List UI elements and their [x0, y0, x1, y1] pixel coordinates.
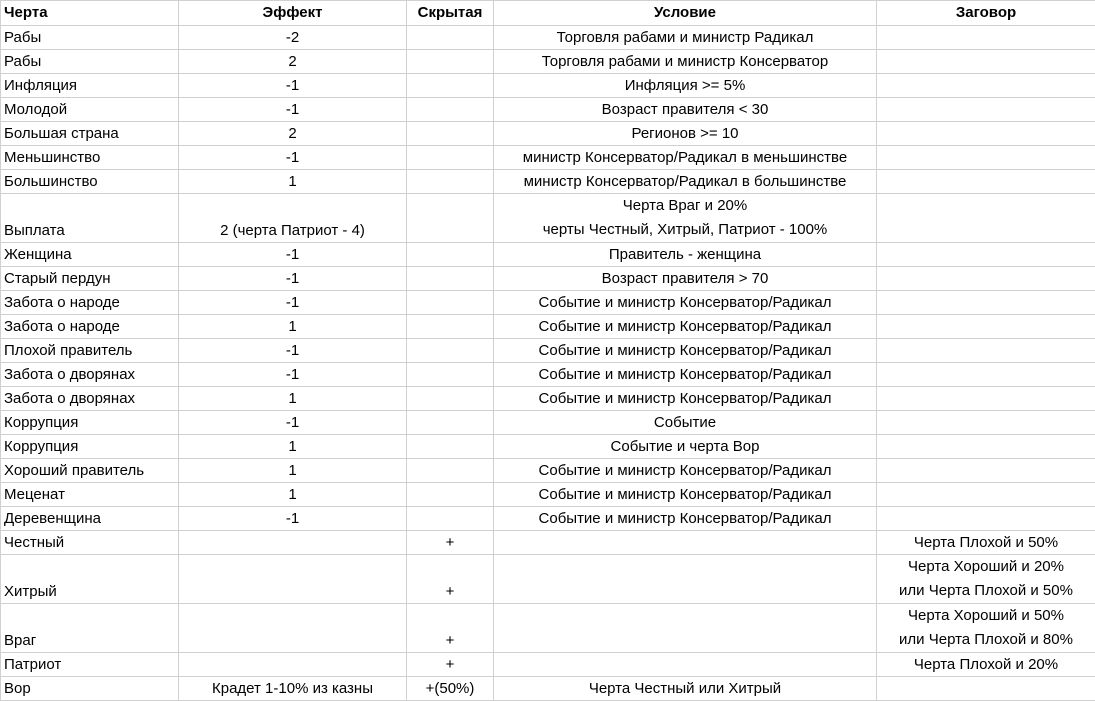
- cell-plot-line: или Черта Плохой и 50%: [880, 579, 1092, 603]
- cell-condition[interactable]: Событие и министр Консерватор/Радикал: [494, 291, 877, 315]
- cell-plot[interactable]: [877, 170, 1095, 194]
- table-row: [1, 483, 1095, 507]
- cell-effect[interactable]: 2: [179, 122, 407, 146]
- cell-plot[interactable]: [877, 26, 1095, 50]
- cell-plot[interactable]: [877, 243, 1095, 267]
- cell-hidden[interactable]: [407, 170, 494, 194]
- cell-plot[interactable]: [877, 387, 1095, 411]
- table-row: [1, 74, 1095, 98]
- table-row: [1, 604, 1095, 653]
- cell-trait[interactable]: Большая страна: [1, 122, 179, 146]
- cell-hidden[interactable]: [407, 411, 494, 435]
- cell-effect[interactable]: [179, 604, 407, 653]
- cell-trait[interactable]: Большинство: [1, 170, 179, 194]
- cell-plot[interactable]: [877, 459, 1095, 483]
- cell-trait[interactable]: Забота о народе: [1, 315, 179, 339]
- cell-hidden[interactable]: [407, 122, 494, 146]
- cell-condition[interactable]: [494, 555, 877, 604]
- cell-effect[interactable]: [179, 555, 407, 604]
- cell-plot[interactable]: [877, 315, 1095, 339]
- cell-condition-line: Черта Враг и 20%: [497, 194, 873, 218]
- cell-effect[interactable]: 1: [179, 435, 407, 459]
- cell-condition[interactable]: Черта Честный или Хитрый: [494, 677, 877, 701]
- header-condition[interactable]: Условие: [494, 1, 877, 26]
- table-row: [1, 677, 1095, 701]
- cell-effect[interactable]: 1: [179, 387, 407, 411]
- cell-condition[interactable]: Событие и министр Консерватор/Радикал: [494, 387, 877, 411]
- cell-trait[interactable]: Выплата: [1, 194, 179, 243]
- cell-effect[interactable]: -1: [179, 74, 407, 98]
- cell-plot[interactable]: [877, 194, 1095, 243]
- cell-trait[interactable]: Коррупция: [1, 411, 179, 435]
- cell-trait[interactable]: Старый пердун: [1, 267, 179, 291]
- cell-hidden[interactable]: [407, 315, 494, 339]
- cell-plot[interactable]: [877, 74, 1095, 98]
- cell-hidden[interactable]: [407, 267, 494, 291]
- cell-trait[interactable]: Коррупция: [1, 435, 179, 459]
- cell-trait[interactable]: Рабы: [1, 50, 179, 74]
- cell-plot[interactable]: [877, 98, 1095, 122]
- cell-hidden[interactable]: [407, 507, 494, 531]
- cell-effect[interactable]: 1: [179, 459, 407, 483]
- header-trait[interactable]: Черта: [1, 1, 179, 26]
- cell-trait[interactable]: Рабы: [1, 26, 179, 50]
- cell-plot[interactable]: [877, 483, 1095, 507]
- table-row: [1, 194, 1095, 243]
- cell-effect[interactable]: -1: [179, 339, 407, 363]
- table-row: [1, 122, 1095, 146]
- cell-condition[interactable]: [494, 194, 877, 243]
- cell-effect[interactable]: -1: [179, 411, 407, 435]
- cell-condition[interactable]: Событие: [494, 411, 877, 435]
- cell-plot[interactable]: [877, 339, 1095, 363]
- header-plot[interactable]: Заговор: [877, 1, 1095, 26]
- cell-trait[interactable]: Забота о дворянах: [1, 363, 179, 387]
- table-row: [1, 315, 1095, 339]
- header-hidden[interactable]: Скрытая: [407, 1, 494, 26]
- cell-condition-line: черты Честный, Хитрый, Патриот - 100%: [497, 218, 873, 242]
- cell-effect[interactable]: -1: [179, 363, 407, 387]
- cell-hidden[interactable]: +: [407, 653, 494, 677]
- cell-effect[interactable]: -1: [179, 146, 407, 170]
- cell-hidden[interactable]: [407, 194, 494, 243]
- cell-effect[interactable]: 1: [179, 483, 407, 507]
- cell-trait[interactable]: Забота о народе: [1, 291, 179, 315]
- table-row: [1, 267, 1095, 291]
- cell-trait[interactable]: Молодой: [1, 98, 179, 122]
- cell-effect[interactable]: 1: [179, 170, 407, 194]
- cell-plot[interactable]: [877, 411, 1095, 435]
- cell-effect[interactable]: -1: [179, 98, 407, 122]
- cell-trait[interactable]: Хороший правитель: [1, 459, 179, 483]
- table-row: [1, 459, 1095, 483]
- cell-plot[interactable]: [877, 677, 1095, 701]
- cell-trait[interactable]: Патриот: [1, 653, 179, 677]
- cell-hidden[interactable]: [407, 146, 494, 170]
- cell-hidden[interactable]: +: [407, 604, 494, 653]
- table-row: [1, 387, 1095, 411]
- cell-effect[interactable]: [179, 531, 407, 555]
- cell-trait[interactable]: Меценат: [1, 483, 179, 507]
- cell-hidden[interactable]: [407, 459, 494, 483]
- cell-effect[interactable]: -1: [179, 243, 407, 267]
- cell-condition[interactable]: Событие и министр Консерватор/Радикал: [494, 315, 877, 339]
- table-row: [1, 555, 1095, 604]
- cell-plot-line: или Черта Плохой и 80%: [880, 628, 1092, 652]
- cell-condition[interactable]: Событие и министр Консерватор/Радикал: [494, 483, 877, 507]
- table-row: [1, 411, 1095, 435]
- cell-trait[interactable]: Вор: [1, 677, 179, 701]
- cell-plot-line: Черта Хороший и 20%: [880, 555, 1092, 579]
- cell-trait[interactable]: Честный: [1, 531, 179, 555]
- cell-plot[interactable]: [877, 555, 1095, 604]
- cell-trait[interactable]: Забота о дворянах: [1, 387, 179, 411]
- cell-effect[interactable]: 1: [179, 315, 407, 339]
- cell-condition[interactable]: [494, 653, 877, 677]
- cell-trait[interactable]: Плохой правитель: [1, 339, 179, 363]
- cell-trait[interactable]: Женщина: [1, 243, 179, 267]
- cell-plot[interactable]: [877, 146, 1095, 170]
- cell-hidden[interactable]: [407, 387, 494, 411]
- cell-condition[interactable]: Событие и министр Консерватор/Радикал: [494, 459, 877, 483]
- cell-trait[interactable]: Деревенщина: [1, 507, 179, 531]
- cell-hidden[interactable]: [407, 98, 494, 122]
- table-row: [1, 435, 1095, 459]
- cell-effect[interactable]: -1: [179, 267, 407, 291]
- table-row: [1, 50, 1095, 74]
- cell-condition[interactable]: Событие и черта Вор: [494, 435, 877, 459]
- cell-plot[interactable]: [877, 291, 1095, 315]
- cell-trait[interactable]: Хитрый: [1, 555, 179, 604]
- cell-plot[interactable]: [877, 363, 1095, 387]
- cell-plot[interactable]: [877, 267, 1095, 291]
- cell-condition[interactable]: Торговля рабами и министр Радикал: [494, 26, 877, 50]
- cell-trait[interactable]: Меньшинство: [1, 146, 179, 170]
- cell-trait[interactable]: Инфляция: [1, 74, 179, 98]
- table-row: [1, 507, 1095, 531]
- cell-plot[interactable]: [877, 507, 1095, 531]
- cell-hidden[interactable]: [407, 26, 494, 50]
- cell-condition[interactable]: министр Консерватор/Радикал в меньшинстве: [494, 146, 877, 170]
- table-row: [1, 26, 1095, 50]
- cell-hidden[interactable]: +: [407, 531, 494, 555]
- table-row: [1, 339, 1095, 363]
- cell-condition[interactable]: [494, 531, 877, 555]
- cell-effect[interactable]: 2: [179, 50, 407, 74]
- cell-hidden[interactable]: [407, 50, 494, 74]
- table-row: [1, 363, 1095, 387]
- cell-plot[interactable]: [877, 50, 1095, 74]
- cell-hidden[interactable]: [407, 291, 494, 315]
- table-row: [1, 243, 1095, 267]
- cell-condition[interactable]: Возраст правителя < 30: [494, 98, 877, 122]
- cell-hidden[interactable]: [407, 243, 494, 267]
- cell-hidden[interactable]: +(50%): [407, 677, 494, 701]
- cell-plot[interactable]: Черта Плохой и 50%: [877, 531, 1095, 555]
- cell-hidden[interactable]: [407, 435, 494, 459]
- cell-effect[interactable]: -2: [179, 26, 407, 50]
- cell-effect[interactable]: [179, 653, 407, 677]
- cell-effect[interactable]: 2 (черта Патриот - 4): [179, 194, 407, 243]
- table-row: [1, 98, 1095, 122]
- cell-hidden[interactable]: +: [407, 555, 494, 604]
- cell-plot[interactable]: [877, 435, 1095, 459]
- cell-condition[interactable]: Регионов >= 10: [494, 122, 877, 146]
- table-row: [1, 653, 1095, 677]
- cell-plot[interactable]: Черта Плохой и 20%: [877, 653, 1095, 677]
- cell-condition[interactable]: [494, 604, 877, 653]
- table-row: [1, 170, 1095, 194]
- table-row: [1, 291, 1095, 315]
- cell-hidden[interactable]: [407, 363, 494, 387]
- cell-condition[interactable]: Событие и министр Консерватор/Радикал: [494, 339, 877, 363]
- cell-hidden[interactable]: [407, 339, 494, 363]
- cell-effect[interactable]: -1: [179, 291, 407, 315]
- cell-plot[interactable]: [877, 604, 1095, 653]
- cell-condition[interactable]: Правитель - женщина: [494, 243, 877, 267]
- cell-condition[interactable]: министр Консерватор/Радикал в большинстве: [494, 170, 877, 194]
- cell-effect[interactable]: Крадет 1-10% из казны: [179, 677, 407, 701]
- cell-plot-line: Черта Хороший и 50%: [880, 604, 1092, 628]
- cell-hidden[interactable]: [407, 74, 494, 98]
- header-row: [1, 1, 1095, 26]
- cell-effect[interactable]: -1: [179, 507, 407, 531]
- cell-condition[interactable]: Инфляция >= 5%: [494, 74, 877, 98]
- cell-condition[interactable]: Событие и министр Консерватор/Радикал: [494, 363, 877, 387]
- table-row: [1, 146, 1095, 170]
- cell-condition[interactable]: Возраст правителя > 70: [494, 267, 877, 291]
- header-effect[interactable]: Эффект: [179, 1, 407, 26]
- cell-hidden[interactable]: [407, 483, 494, 507]
- cell-condition[interactable]: Торговля рабами и министр Консерватор: [494, 50, 877, 74]
- table-row: [1, 531, 1095, 555]
- cell-condition[interactable]: Событие и министр Консерватор/Радикал: [494, 507, 877, 531]
- cell-trait[interactable]: Враг: [1, 604, 179, 653]
- cell-plot[interactable]: [877, 122, 1095, 146]
